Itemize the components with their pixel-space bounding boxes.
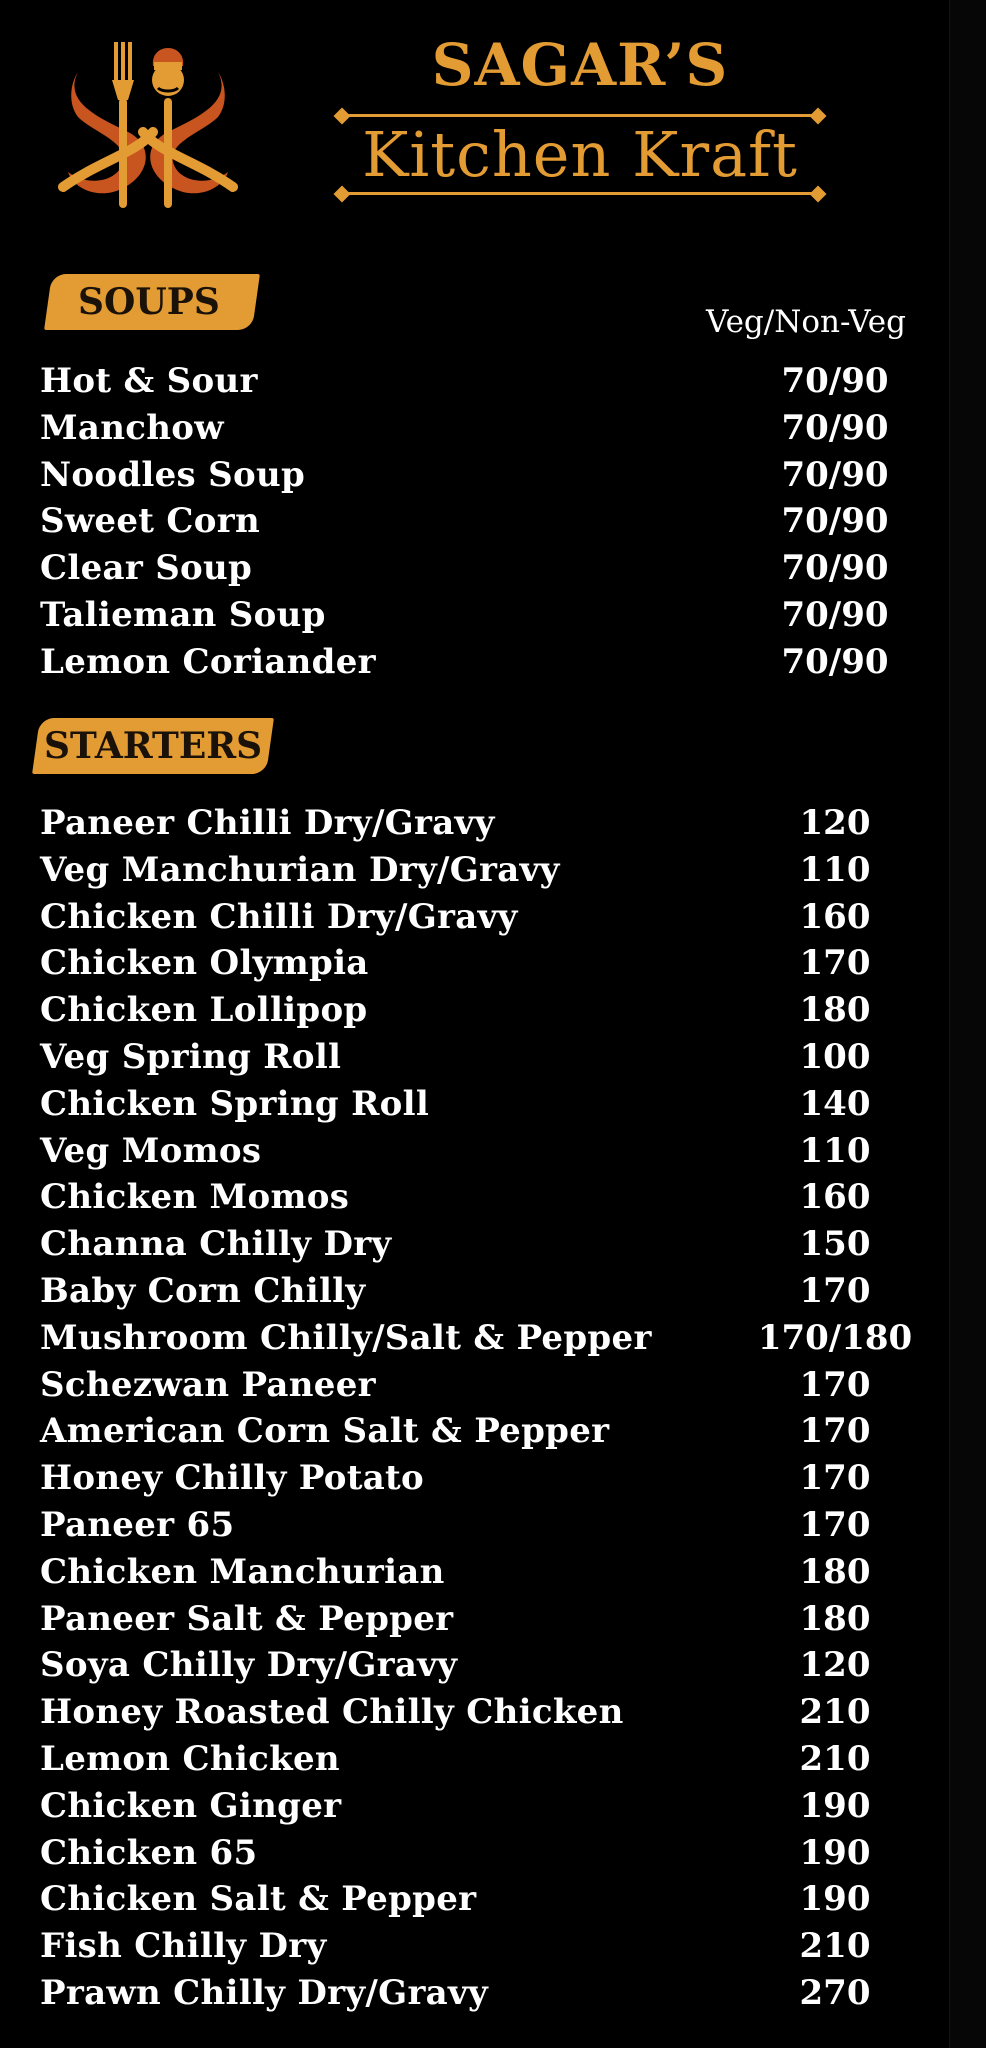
menu-item [40,1549,890,1596]
menu-item [40,987,890,1034]
menu-item [40,1268,890,1315]
item-name: Talieman Soup [40,594,326,635]
item-price: 170 [799,1411,871,1452]
menu-item [40,1081,890,1128]
item-price: 270 [799,1972,871,2013]
menu-item [40,1362,890,1409]
item-name: Paneer Salt & Pepper [40,1598,454,1639]
section-title-soups: SOUPS [44,274,260,330]
menu-item [40,592,890,639]
brand-rule-top [344,114,816,117]
menu-item [40,1970,890,2017]
item-price: 70/90 [781,501,889,542]
item-name: Honey Roasted Chilly Chicken [40,1692,624,1733]
menu-item [40,452,890,499]
item-name: Chicken Spring Roll [40,1083,430,1124]
item-name: Veg Spring Roll [40,1036,342,1077]
item-name: Lemon Coriander [40,641,376,682]
item-price: 170 [799,943,871,984]
menu-item [40,1783,890,1830]
menu-item [40,1689,890,1736]
chef-fork-spoon-logo-icon [58,22,238,217]
menu-item [40,498,890,545]
item-name: Chicken 65 [40,1832,258,1873]
item-price: 170 [799,1458,871,1499]
item-name: Hot & Sour [40,361,258,401]
item-name: Chicken Salt & Pepper [40,1879,477,1920]
item-name: Chicken Manchurian [40,1551,445,1592]
item-name: Schezwan Paneer [40,1364,376,1405]
item-price: 190 [799,1879,871,1920]
menu-item [40,1034,890,1081]
menu-item [40,1876,890,1923]
menu-item [40,1128,890,1175]
price-column-header: Veg/Non-Veg [706,304,906,340]
item-price: 190 [799,1785,871,1826]
section-title-starters: STARTERS [32,718,274,774]
item-price: 210 [799,1926,871,1967]
item-price: 110 [799,849,871,890]
item-name: American Corn Salt & Pepper [40,1411,610,1452]
item-price: 170 [799,1504,871,1545]
menu-item [40,800,890,847]
item-price: 70/90 [781,361,889,401]
item-name: Veg Manchurian Dry/Gravy [40,849,560,890]
item-price: 180 [799,1551,871,1592]
item-name: Fish Chilly Dry [40,1926,327,1967]
item-price: 70/90 [781,454,889,495]
item-price: 70/90 [781,641,889,682]
menu-item [40,1596,890,1643]
item-price: 180 [799,1598,871,1639]
item-price: 120 [799,1645,871,1686]
starters-list [40,800,913,2017]
item-name: Chicken Chilli Dry/Gravy [40,896,518,937]
item-price: 170 [799,1364,871,1405]
menu-item [40,1830,890,1877]
item-price: 150 [799,1224,871,1265]
item-price: 110 [799,1130,871,1171]
menu-item [40,940,890,987]
item-price: 210 [799,1692,871,1733]
menu-item [40,1502,890,1549]
menu-item [40,1642,890,1689]
item-name: Manchow [40,407,224,448]
item-name: Chicken Olympia [40,943,369,984]
brand-name-main: Kitchen Kraft [362,118,798,191]
item-price: 160 [799,1177,871,1218]
item-name: Paneer Chilli Dry/Gravy [40,803,495,843]
item-price: 160 [799,896,871,937]
menu-item [40,847,890,894]
item-name: Noodles Soup [40,454,306,495]
item-price: 170/180 [757,1317,913,1358]
item-price: 190 [799,1832,871,1873]
brand-frame [334,104,826,204]
brand-name-top: SAGAR’S [431,31,729,99]
item-price: 120 [799,803,871,843]
item-price: 70/90 [781,594,889,635]
item-price: 70/90 [781,548,889,589]
item-name: Mushroom Chilly/Salt & Pepper [40,1317,652,1358]
menu-item [40,1221,890,1268]
menu-item [40,894,890,941]
menu-item [40,1923,890,1970]
item-name: Soya Chilly Dry/Gravy [40,1645,458,1686]
item-name: Prawn Chilly Dry/Gravy [40,1972,489,2013]
item-name: Sweet Corn [40,501,260,542]
item-price: 70/90 [781,407,889,448]
menu-item [40,1408,890,1455]
item-price: 100 [799,1036,871,1077]
menu-item [40,358,890,405]
item-price: 180 [799,990,871,1031]
item-name: Chicken Lollipop [40,990,368,1031]
item-name: Channa Chilly Dry [40,1224,392,1265]
menu-item [40,405,890,452]
item-name: Lemon Chicken [40,1738,340,1779]
item-name: Honey Chilly Potato [40,1458,425,1499]
menu-item [40,639,890,686]
soups-list [40,358,890,686]
menu-item [40,1736,890,1783]
item-name: Paneer 65 [40,1504,235,1545]
menu-item [40,1174,890,1221]
brand-rule-bottom [344,192,816,195]
menu-item [40,1455,890,1502]
item-name: Baby Corn Chilly [40,1270,366,1311]
item-price: 210 [799,1738,871,1779]
menu-item [40,545,890,592]
item-name: Chicken Ginger [40,1785,342,1826]
item-name: Veg Momos [40,1130,262,1171]
menu-item [40,1315,913,1362]
item-name: Chicken Momos [40,1177,350,1218]
item-price: 170 [799,1270,871,1311]
item-price: 140 [799,1083,871,1124]
item-name: Clear Soup [40,548,253,589]
